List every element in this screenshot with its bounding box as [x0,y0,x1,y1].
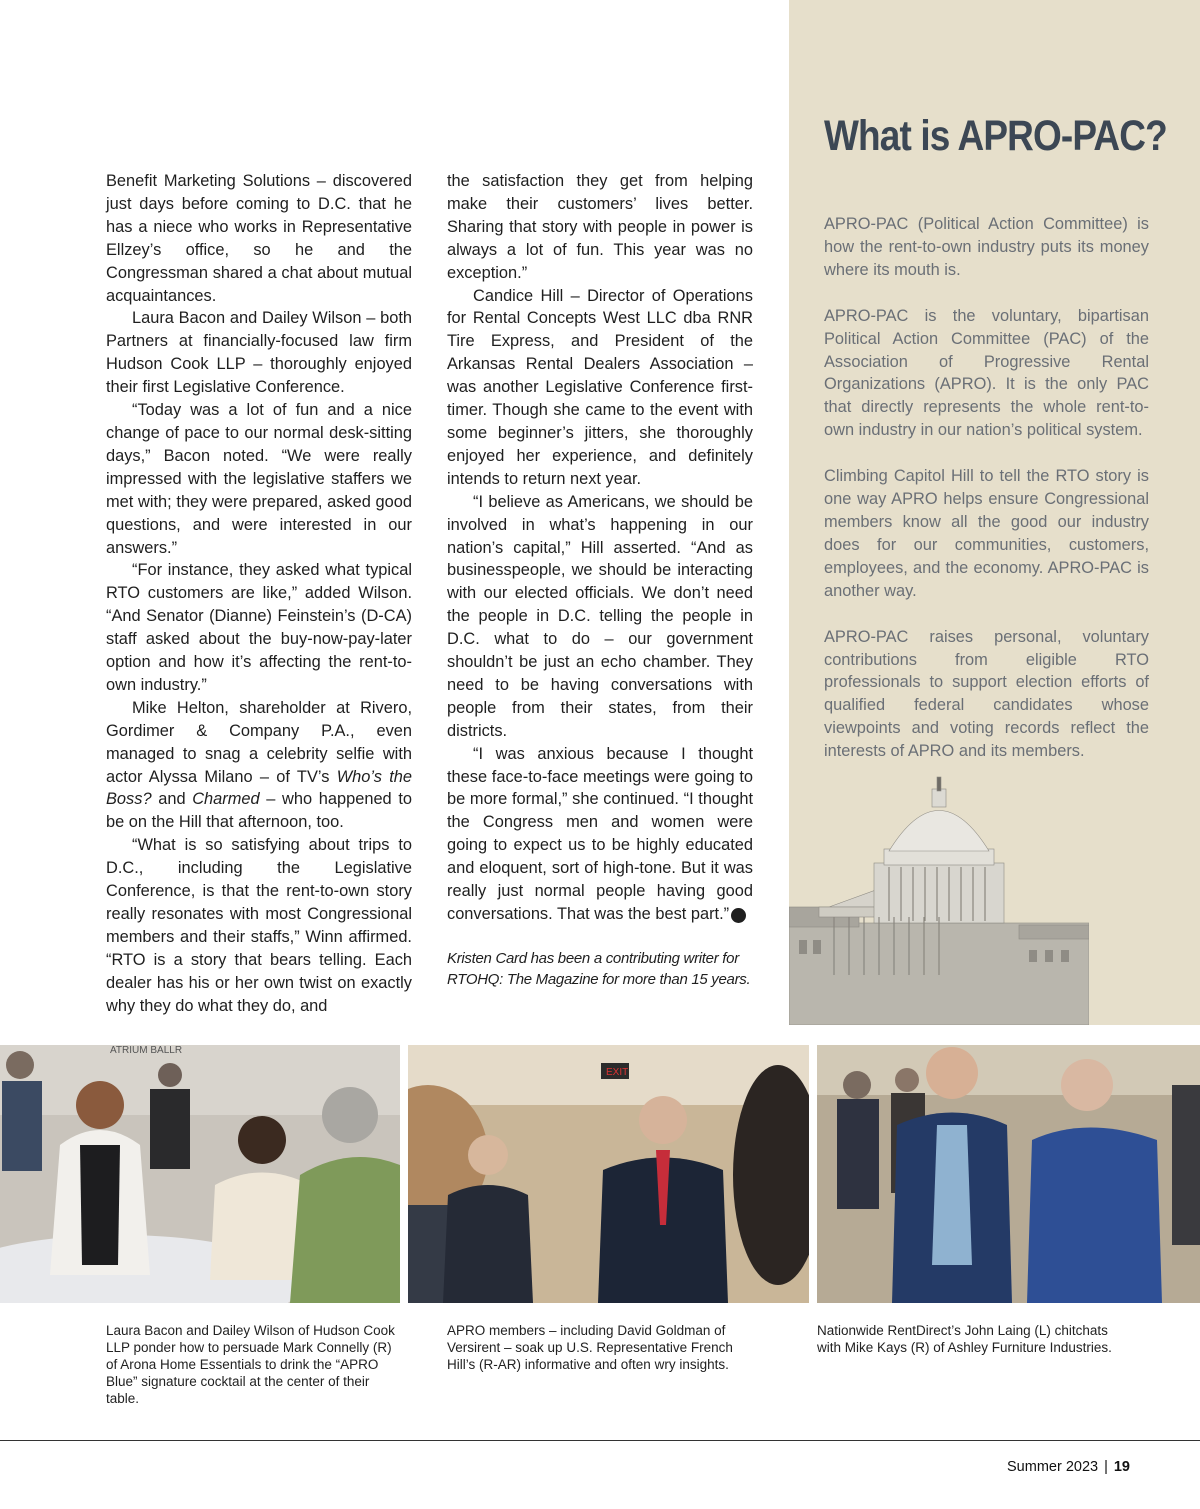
show-title: Charmed [192,790,260,809]
author-byline: Kristen Card has been a contributing writer for RTOHQ: The Magazine for more than 15 years. [447,949,751,988]
issue-label: Summer 2023 [1007,1459,1099,1475]
text-run: “I was anxious because I thought these face-to-face meetings were going to be more formal,” she continued. “I thought the Congress men and women were going to expect us to be highly educated and eloquent, sort of high-tone. But it was really just normal people having good conversations. That was the best part.” [447,744,753,923]
footer-separator: | [1104,1459,1108,1475]
text-run: Mike Helton, shareholder at Rivero, Gordimer & Company P.A., even managed to snag a celebrity selfie with actor Alyssa Milano – of TV’s [106,698,412,786]
article-paragraph: the satisfaction they get from helping make their customers’ lives better. Sharing that story with people in power is always a lot of fun. This year was no exception.” [447,172,753,282]
show-title: Who’s the Boss? [106,767,413,809]
sidebar-paragraph: APRO-PAC raises personal, voluntary contributions from eligible RTO professionals to support election efforts of qualified federal candidates whose viewpoints and voting records reflect the interests of APRO and its members. [824,627,1149,761]
photo-caption: Nationwide RentDirect’s John Laing (L) chitchats with Mike Kays (R) of Ashley Furniture Industries. [817,1323,1112,1355]
sidebar-title: What is APRO-PAC? [824,112,1167,160]
exit-sign-text: EXIT [606,1067,629,1078]
page-number: 19 [1113,1459,1130,1475]
text-run: and [151,790,193,809]
text-run: – who happened to be on the Hill that afternoon, too. [106,790,412,832]
article-paragraph: “What is so satisfying about trips to D.C., including the Legislative Conference, is that the rent-to-own story really resonates with most Congressional members and their staffs,” Winn affirmed. “RTO is a story that bears telling. Each dealer has his or her own twist on exactly why they do what they do, and [106,836,412,1015]
article-paragraph: Candice Hill – Director of Operations for Rental Concepts West LLC dba RNR Tire Express, and President of the Arkansas Rental Dealers Association – was another Legislative Conference first-timer. Though she came to the event with some beginner’s jitters, she thoroughly enjoyed her experience, and definitely intends to return next year. [447,286,753,488]
article-paragraph: “I believe as Americans, we should be involved in what’s happening in our nation’s capital,” Hill asserted. “And as businesspeople, we should be interacting with our elected officials. We don’t need the people in D.C. telling the people in D.C. what to do – our government shouldn’t be just an echo chamber. They need to be having conversations with people from their states, from their districts. [447,492,753,740]
photo-caption: APRO members – including David Goldman of Versirent – soak up U.S. Representative French Hill’s (R-AR) informative and often wry insights. [447,1323,733,1372]
photo-caption: Laura Bacon and Dailey Wilson of Hudson Cook LLP ponder how to persuade Mark Connelly (R) of Arona Home Essentials to drink the “APRO Blue” signature cocktail at the center of their table. [106,1323,395,1406]
sidebar-paragraph: APRO-PAC (Political Action Committee) is how the rent-to-own industry puts its money where its mouth is. [824,215,1149,279]
footer-rule [0,1440,1200,1441]
article-paragraph [106,697,412,834]
end-mark-icon: a [731,908,746,923]
photo-representative-hill [408,1045,809,1303]
capitol-building-image [789,775,1089,1025]
article-column-1 [106,170,412,1018]
article-column-2 [447,170,764,990]
photo-sign-text: ATRIUM BALLR [110,1045,183,1056]
photo-conference-table [0,1045,400,1303]
article-paragraph [447,743,764,926]
sidebar-body [824,213,1149,786]
sidebar-paragraph: Climbing Capitol Hill to tell the RTO story is one way APRO helps ensure Congressional members know all the good our industry does for our communities, customers, employees, and the economy. APRO-PAC is another way. [824,467,1149,600]
sidebar-paragraph: APRO-PAC is the voluntary, bipartisan Political Action Committee (PAC) of the Association of Progressive Rental Organizations (APRO). It is the only PAC that directly represents the whole rent-to-own industry in our nation’s political system. [824,306,1149,440]
page-footer [1007,1459,1130,1475]
photo-chitchat [817,1045,1200,1303]
article-paragraph: Benefit Marketing Solutions – discovered just days before coming to D.C. that he has a niece who works in Representative Ellzey’s office, so he and the Congressman shared a chat about mutual acquaintances. [106,172,412,305]
article-paragraph: “Today was a lot of fun and a nice change of pace to our normal desk-sitting days,” Bacon noted. “We were really impressed with the legislative staffers we met with; they were prepared, asked good questions, and were interested in our answers.” [106,401,412,557]
article-paragraph: “For instance, they asked what typical RTO customers are like,” added Wilson. “And Senator (Dianne) Feinstein’s (D-CA) staff asked about the buy-now-pay-later option and how it’s affecting the rent-to-own industry.” [106,561,412,694]
article-paragraph: Laura Bacon and Dailey Wilson – both Partners at financially-focused law firm Hudson Cook LLP – thoroughly enjoyed their first Legislative Conference. [106,309,412,397]
